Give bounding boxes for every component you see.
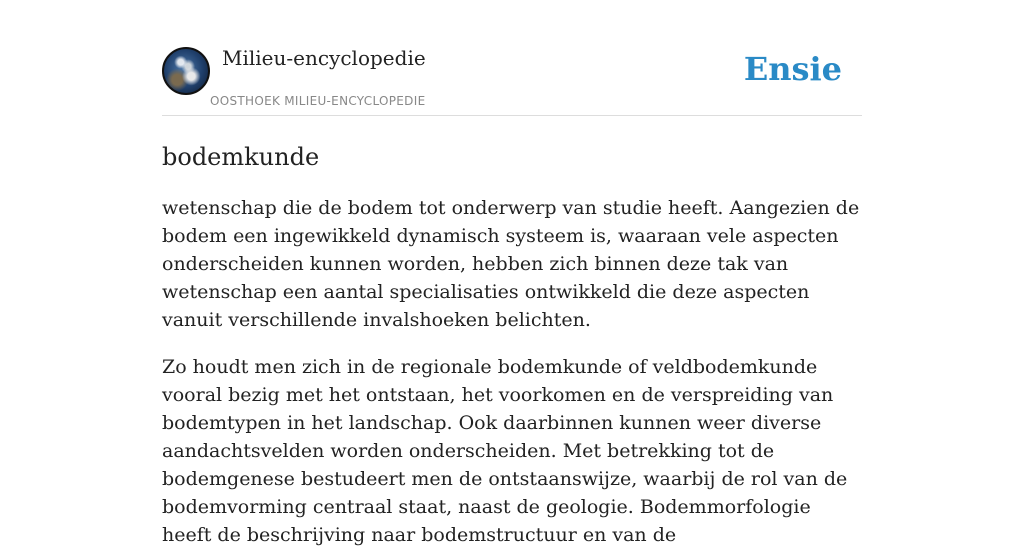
globe-icon[interactable] [162, 47, 210, 95]
article-title: bodemkunde [162, 143, 320, 171]
site-header [162, 0, 862, 116]
article-paragraph: wetenschap die de bodem tot onderwerp van studie heeft. Aangezien de bodem een ingewikkeld dynamisch systeem is, waaraan vele aspecten onderscheiden kunnen worden, hebben zich binnen deze tak van wetenschap een aantal specialisaties ontwikkeld die deze aspecten vanuit verschillende invalshoeken belichten. [162, 197, 860, 331]
site-subtitle[interactable]: OOSTHOEK MILIEU-ENCYCLOPEDIE [210, 94, 426, 108]
brand-logo[interactable]: Ensie [743, 50, 842, 88]
article-paragraph: Zo houdt men zich in de regionale bodemkunde of veldbodemkunde vooral bezig met het ontstaan, het voorkomen en de verspreiding van bodemtypen in het landschap. Ook daarbinnen kunnen weer diverse aandachtsvelden worden onderscheiden. Met betrekking tot de bodemgenese bestudeert men de ontstaanswijze, waarbij de rol van de bodemvorming centraal staat, naast de geologie. Bodemmorfologie heeft de beschrijving naar bodemstructuur en van de [162, 356, 848, 546]
site-name[interactable]: Milieu-encyclopedie [222, 46, 426, 70]
article [162, 142, 862, 549]
page [162, 0, 862, 549]
